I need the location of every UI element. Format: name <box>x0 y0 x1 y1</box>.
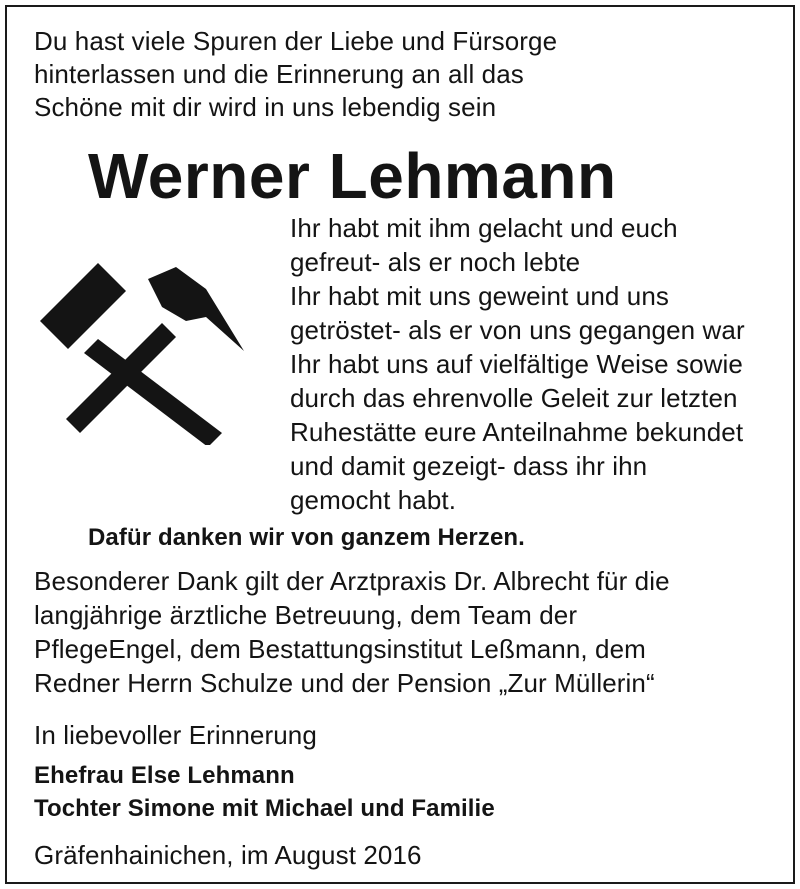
verse-line: Ihr habt mit ihm gelacht und euch <box>290 213 678 243</box>
verse-line: Ruhestätte eure Anteilnahme bekundet <box>290 417 744 447</box>
verse-line: getröstet- als er von uns gegangen war <box>290 315 745 345</box>
verse-line: Ihr habt uns auf vielfältige Weise sowie <box>290 349 743 379</box>
family-line: Ehefrau Else Lehmann <box>34 762 295 789</box>
verse-line: Ihr habt mit uns geweint und uns <box>290 281 669 311</box>
verse-line: gemocht habt. <box>290 485 457 515</box>
family-line: Tochter Simone mit Michael und Familie <box>34 795 495 822</box>
hammer-and-pick-icon <box>36 255 246 445</box>
closing-line: In liebevoller Erinnerung <box>34 720 317 750</box>
intro-line: hinterlassen und die Erinnerung an all das <box>34 59 524 89</box>
verse-line: und damit gezeigt- dass ihr ihn <box>290 451 648 481</box>
thanks-line: Dafür danken wir von ganzem Herzen. <box>88 524 525 551</box>
verse-line: durch das ehrenvolle Geleit zur letzten <box>290 383 738 413</box>
deceased-name: Werner Lehmann <box>88 140 617 212</box>
intro-line: Du hast viele Spuren der Liebe und Fürsorge <box>34 26 558 56</box>
special-thanks-line: Besonderer Dank gilt der Arztpraxis Dr. Albrecht für die <box>34 566 670 596</box>
verse-line: gefreut- als er noch lebte <box>290 247 581 277</box>
place-date: Gräfenhainichen, im August 2016 <box>34 840 422 870</box>
special-thanks-line: Redner Herrn Schulze und der Pension „Zur Müllerin“ <box>34 668 655 698</box>
special-thanks-line: PflegeEngel, dem Bestattungsinstitut Leßmann, dem <box>34 634 646 664</box>
special-thanks-line: langjährige ärztliche Betreuung, dem Team der <box>34 600 578 630</box>
intro-line: Schöne mit dir wird in uns lebendig sein <box>34 92 497 122</box>
